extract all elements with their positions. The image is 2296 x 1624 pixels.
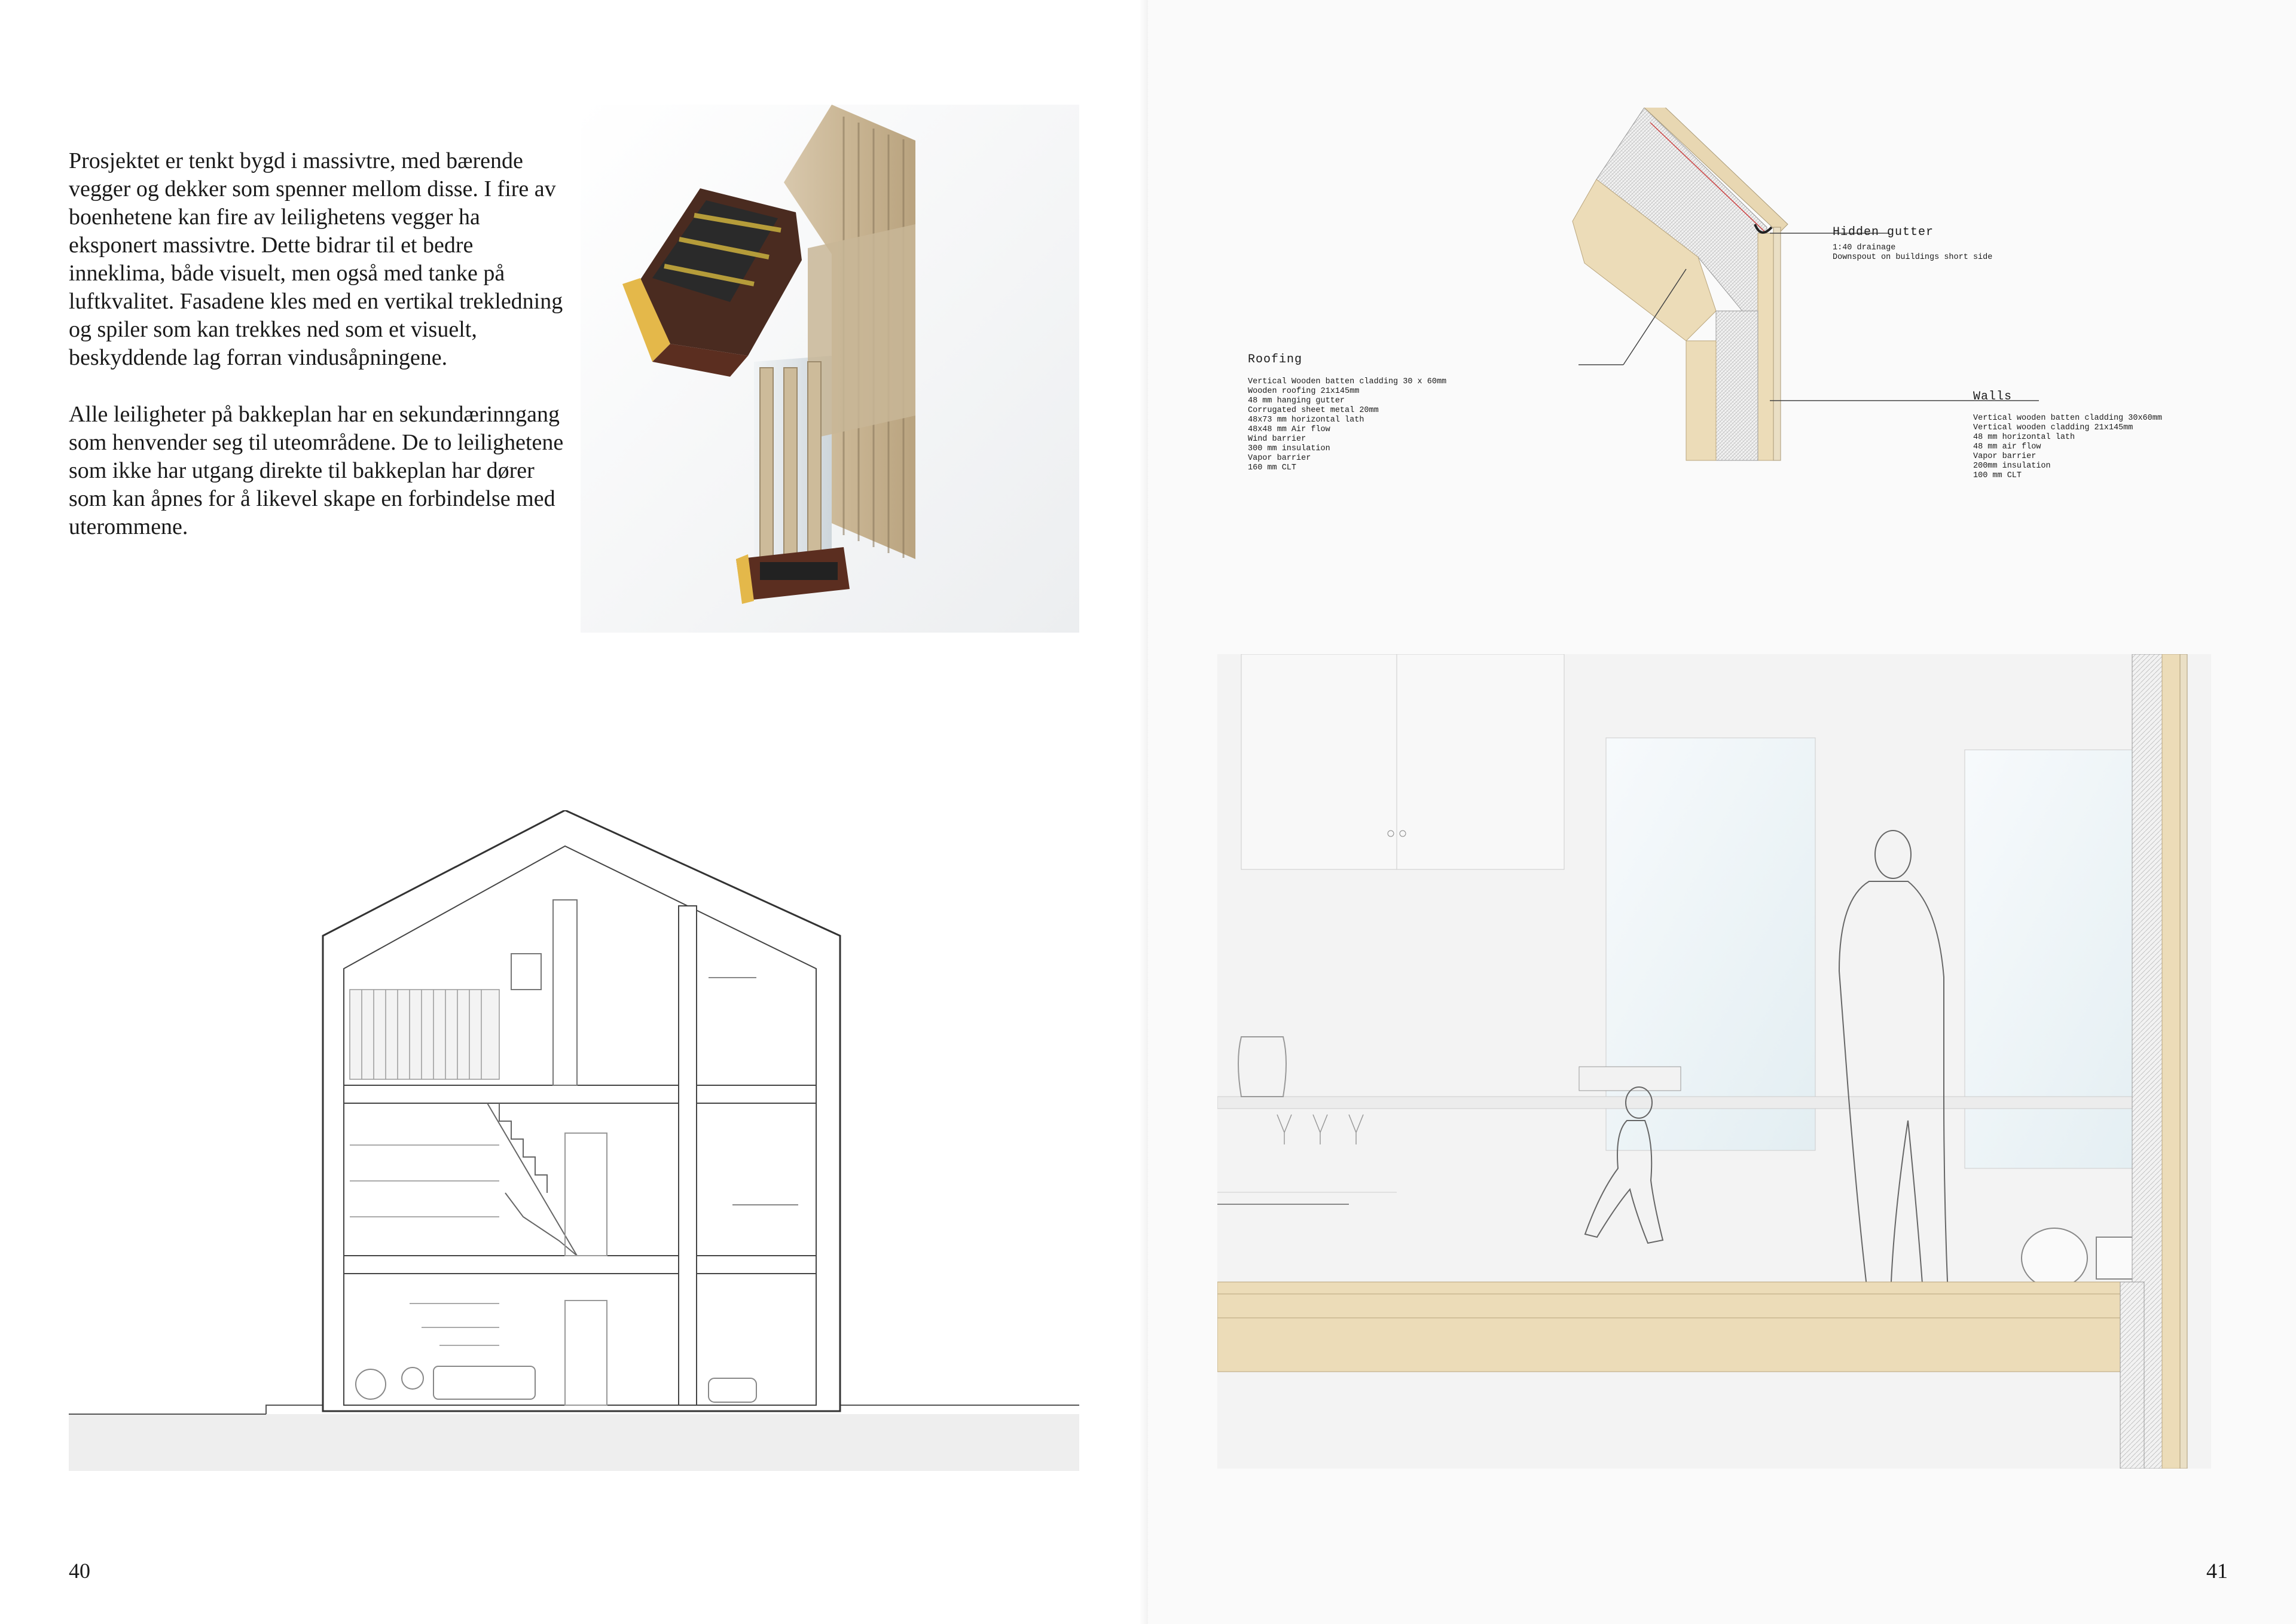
roofing-layer: 48 mm hanging gutter	[1248, 396, 1345, 405]
building-section-drawing	[69, 810, 1079, 1471]
walls-label: Walls	[1973, 390, 2013, 404]
gutter-note-1: 1:40 drainage	[1833, 243, 1896, 252]
roofing-layer: 48x73 mm horizontal lath	[1248, 416, 1364, 425]
interior-section-illustration	[1217, 654, 2211, 1469]
walls-layer: Vertical wooden batten cladding 30x60mm	[1973, 414, 2162, 423]
body-text	[69, 147, 565, 570]
page-number-left: 40	[69, 1559, 90, 1583]
facade-axonometric-render	[581, 105, 1079, 633]
eaves-detail-drawing	[1507, 108, 2123, 466]
roofing-layer: 48x48 mm Air flow	[1248, 425, 1330, 434]
roofing-layer: 300 mm insulation	[1248, 444, 1330, 453]
walls-layer: Vertical wooden cladding 21x145mm	[1973, 423, 2133, 432]
roofing-layer: 160 mm CLT	[1248, 463, 1297, 472]
paragraph-2: Alle leiligheter på bakkeplan har en sekundærinngang som henvender seg til uteområdene. De to leilighetene som ikke har utgang direkte til bakkeplan har dører som kan åpnes for å likevel skape en forbindelse med uterommene.	[69, 402, 564, 539]
right-page	[1148, 0, 2296, 1624]
paragraph-1: Prosjektet er tenkt bygd i massivtre, med bærende vegger og dekker som spenner mellom disse. I fire av boenhetene kan fire av leilighetens vegger ha eksponert massivtre. Dette bidrar til et bedre inneklima, både visuelt, men også med tanke på luftkvalitet. Fasadene kles med en vertikal trekledning og spiler som kan trekkes ned som et visuelt, beskyddende lag forran vindusåpningene.	[69, 148, 563, 370]
walls-layer: Vapor barrier	[1973, 452, 2037, 461]
page-number-right: 41	[2206, 1559, 2228, 1583]
walls-layer: 48 mm air flow	[1973, 442, 2041, 451]
walls-layer: 200mm insulation	[1973, 462, 2051, 471]
roofing-layer: Wind barrier	[1248, 435, 1306, 444]
roofing-layer: Wooden roofing 21x145mm	[1248, 387, 1360, 396]
walls-layer-list	[1973, 414, 2162, 481]
roofing-layer-list	[1248, 377, 1446, 473]
roofing-label: Roofing	[1248, 353, 1303, 367]
gutter-note-2: Downspout on buildings short side	[1833, 253, 1993, 262]
roofing-layer: Vertical Wooden batten cladding 30 x 60mm	[1248, 377, 1447, 386]
gutter-label: Hidden gutter	[1833, 225, 1934, 239]
walls-layer: 48 mm horizontal lath	[1973, 433, 2075, 442]
roofing-layer: Corrugated sheet metal 20mm	[1248, 406, 1379, 415]
roofing-layer: Vapor barrier	[1248, 454, 1311, 463]
walls-layer: 100 mm CLT	[1973, 471, 2022, 480]
